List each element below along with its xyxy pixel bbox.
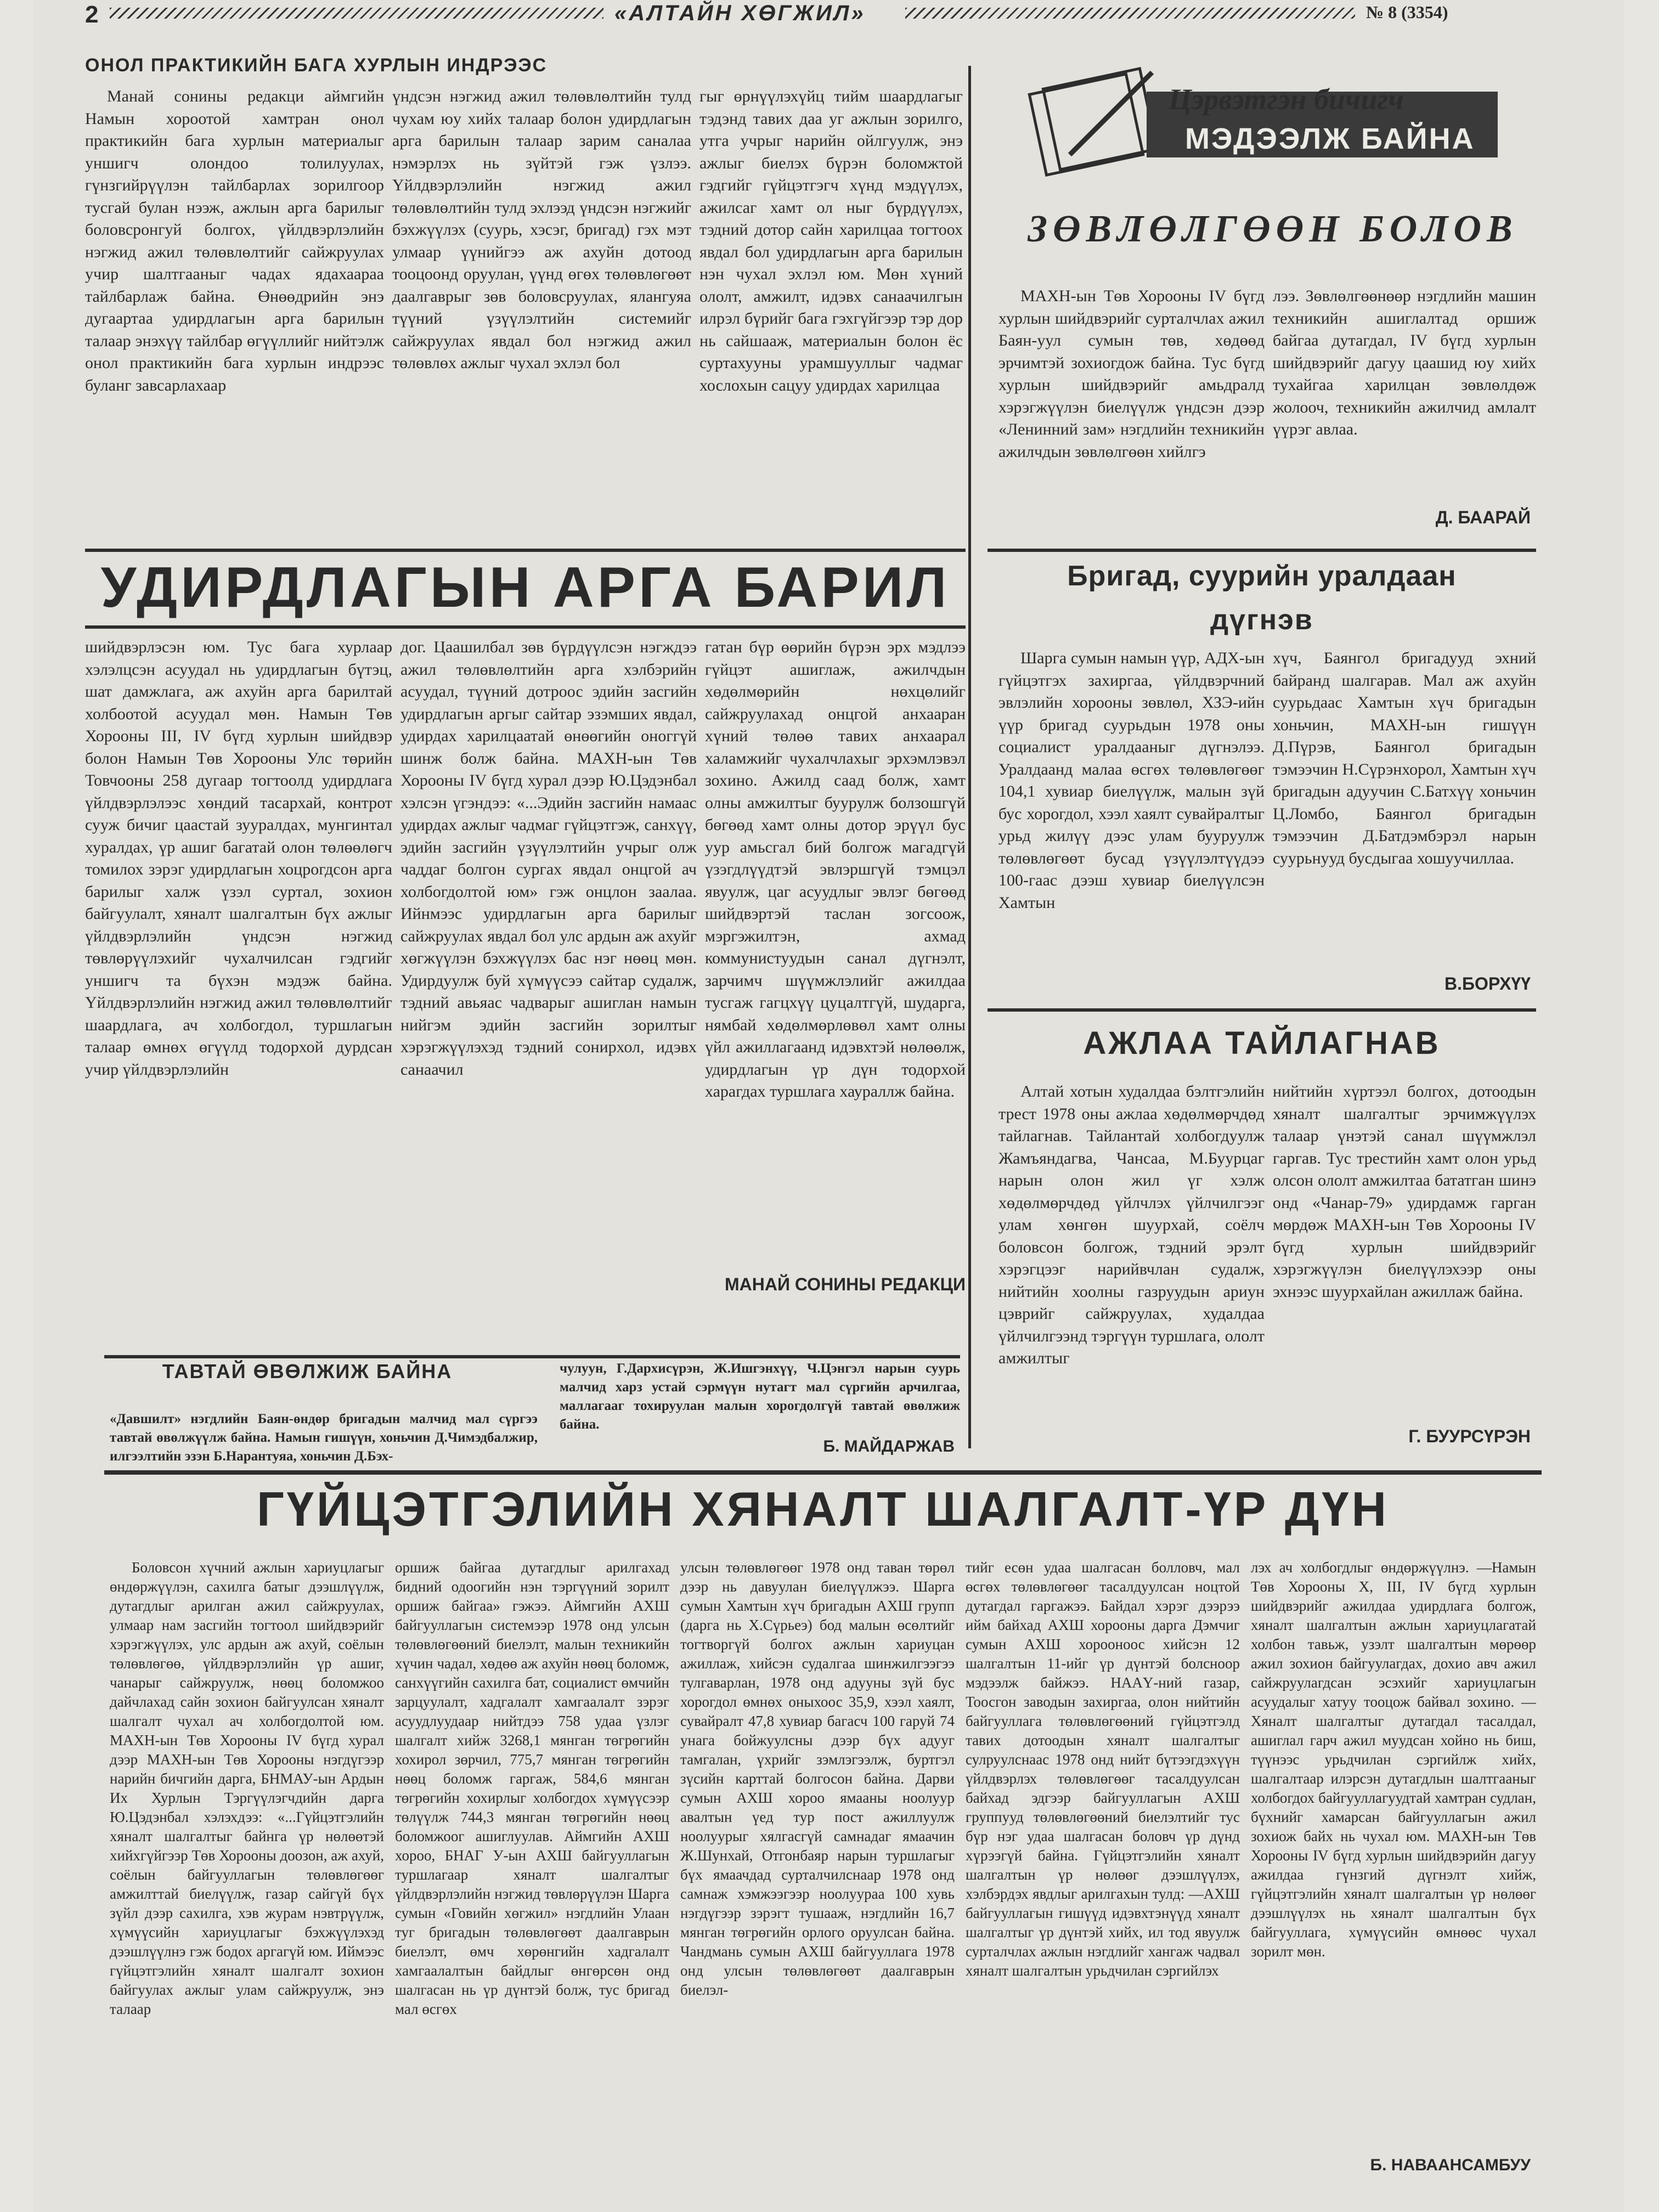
control-rule-top [104, 1470, 1542, 1475]
theory-col2-bottom: дог. Цаашилбал зөв бүрдүүлсэн нэгждээ ажил төлөвлөлтийн арга хэлбэрийн асуудал, түүний дотроос эдийн засгийн удирдлагын аргыг сайтар эзэмших явдал, удирдах харилцаатай өнөөгийн оноггүй шинж болж байна. МАХН-ын Төв Хорооны IV бүгд хурал дээр Ю.Цэдэнбал хэлсэн үгэндээ: «...Эдийн засгийн намаас удирдах ажлыг чадмаг гүйцэтгэж, санхүү, эдийн засгийн үзүүлэлтийн учрыг олж чаддаг болгон сургах явдал онцгой ач холбогдолтой юм» гэж онцлон заалаа. Ийнмээс удирдлагын арга барилыг сайжруулах явдал бол улс ардын аж ахуйг хөгжүүлэн бэхжүүлэх бас нэг нөөц мөн. Удирдуулж буй хүмүүсээ сайтар судалж, тэдний авьяас чадварыг ашиглан намын нийгэм эдийн засгийн зорилтыг хэрэгжүүлэхэд тэдний сонирхол, идэвх санаачил [400, 638, 697, 1079]
brigade-col2: хүч, Баянгол бригадууд эхний байранд шалгарав. Мал аж ахуйн суурьдаас Хамтын хүч бригадын хоньчин, МАХН-ын гишүүн Д.Пүрэв, Баянгол бригадын тэмээчин Н.Сүрэнхорол, Хамтын хүч бригадын адуучин С.Батхүү хоньчин Ц.Ломбо, Баянгол бригадын тэмээчин Д.Батдэмбэрэл нарын суурьнууд бусдыгаа хошуучиллаа. [1273, 649, 1536, 867]
herd-title: ТАВТАЙ ӨВӨЛЖИЖ БАЙНА [162, 1360, 453, 1383]
control-col4: тийг есөн удаа шалгасан болловч, мал өсгөх төлөвлөгөөг тасалдуулсан ноцтой дутагдал гаргажээ. Байдал хэрэг дээрээ ийм байхад АХШ хорооны дарга Дэмчиг сумын АХШ хорооноос хийсэн 12 шалгалтын 11-ийг үр дүнтэй болсноор мэдээлж байжээ. НААҮ-ний газар, Тоосгон заводын захиргаа, олон нийтийн байгууллага төлөвлөгөөний гүйцэтгэлд тавих дотоодын хяналт шалгалтыг сулруулснаас 1978 онд нийт бүтээгдэхүүн үйлдвэрлэх төлөвлөгөөг тасалдуулсан байхад эдгээр байгууллагын АХШ группууд төлөвлөгөөний биелэлтийг тус бүр нэг удаа шалгасан боловч үр дүнд хүрээгүй байна. Гүйцэтгэлийн хяналт шалгалтын үр нөлөөг дээшлүүлэх, хэлбэрдэх явдлыг арилгахын тулд: —АХШ байгууллагын гишүүд идэвхтэнүүд хяналт шалгалтыг үр дүнтэй хийх, ил тод явуулж сурталчлах ажлын нэгдлийг хангаж чадвал хяналт шалгалтын урьдчилан сэргийлэх [966, 1559, 1240, 1979]
brigade-rule-bottom [988, 1008, 1536, 1012]
control-col2: оршиж байгаа дутагдлыг арилгахад бидний одоогийн нэн тэргүүний зорилт оршиж байгаа» гэжээ. Аймгийн АХШ байгууллагын системээр 1978 онд улсын төлөвлөгөөний биелэлт, малын техникийн хүчин чадал, хөдөө аж ахуйн нөөц боломж, санхүүгийн сахилга бат, социалист өмчийн зарцуулалт, хадгалалт хамгаалалт зэрэг асуудлуудаар нийтдээ 758 удаа үзлэг шалгалт хийж 3268,1 мянган төгрөгийн хохирол зөрчил, 775,7 мянган төгрөгийн нөөц боломж гаргаж, 584,6 мянган төгрөгийн хохирлыг холбогдох хүмүүсээр төлүүлж 744,3 мянган төгрөгийн нөөц боломжоог ашиглуулав. Аймгийн АХШ хороо, БНАГ У-ын АХШ байгууллагын туршлагаар хяналт шалгалтыг үйлдвэрлэлийн нэгжид төвлөрүүлэн Шарга сумын «Говийн хөгжил» нэгдлийн Улаан туг бригадын төлөвлөгөөт даалгаврын биелэлт, өмч хөрөнгийн хадгалалт хамгаалалтын байдлыг өнгөрсөн онд шалгасан нь үр дүнтэй болж, тус бригад мал өсгөх [395, 1559, 669, 2017]
trade-col1: Алтай хотын худалдаа бэлтгэлийн трест 1978 оны ажлаа хөдөлмөрчдөд тайлагнав. Тайлантай холбогдуулж Жамъяндагва, Чансаа, М.Буурцаг нарын олон жил үг хэлж хөдөлмөрчдөд үйлчлэх үйлчилгээг улам хөнгөн шуурхай, соёлч боловсон болгож, тэдний эрэлт хэрэгцээг нарийвчлан судалж, нийтийн хоолны газруудын ариун цэврийг сайжруулах, худалдаа үйлчилгээнд тэргүүн туршлага, ололт амжилтыг [998, 1082, 1265, 1367]
rubric-line1: Цэрвэтгэн бичигч [1169, 83, 1404, 116]
page-number: 2 [85, 1, 99, 28]
control-col3: улсын төлөвлөгөөг 1978 онд таван төрөл дээр нь давуулан биелүүлжээ. Шарга сумын Хамтын хүч бригадын АХШ групп (дарга нь Х.Сүрьеэ) бод малын өсөлтийг тогтворгүй болгох ажлын хариуцан ажиллаж, хийсэн судалгаа шинжилгээгээ тулгаварлан, 1978 онд адууны зүй бус хорогдол өмнөх оныхоос 35,9, хээл хаялт, сувайралт 47,8 хувиар багасч 100 гаруй 74 унага бойжуулсны дээр бүх адууг тамгалан, үхрийг зэмлэгээлж, буртгэл зүсийн карттай болгосон байна. Дарви сумын АХШ хороо ямааны ноолуур авалтын үед тур пост ажиллуулж ноолуурыг хялгасгүй самнадаг ямаачин Ж.Шунхай, Отгонбаяр нарын туршлагыг бүх ямаачдад сурталчилснаар 1978 онд самнаж хэмжээгээр ноолуураа 100 хувь нэгдүгээр зэрэгт тушааж, нэгдлийн 16,7 мянган төгрөгийн орлого оруулсан байна. Чандмань сумын АХШ байгууллага 1978 онд улсын төлөвлөгөөт даалгаврын биелэл- [680, 1559, 955, 1998]
brigade-title-line2: дүгнэв [1210, 604, 1313, 636]
herd-col2: чулуун, Г.Дархисүрэн, Ж.Ишгэнхүү, Ч.Цэнгэл нарын суурь малчид харз устай сэрмүүн нутагт мал сүргийн арчилгаа, маллагааг тохируулан малын хорогдолгүй тавтай өвөлжиж байна. [560, 1361, 960, 1432]
theory-signature: МАНАЙ СОНИНЫ РЕДАКЦИ [724, 1274, 966, 1294]
rubric-box [1020, 61, 1514, 177]
newspaper-name: «АЛТАЙН ХӨГЖИЛ» [614, 1, 866, 25]
newspaper-page [33, 0, 1624, 2212]
theory-col1-bottom: шийдвэрлэсэн юм. Тус бага хурлаар хэлэлцсэн асуудал нь удирдлагын бүтэц, шат дамжлага, аж ахуйн арга барилтай холбоотой асуудал мөн. Намын Төв Хорооны III, IV бүгд хурлын шийдвэр болон Намын Төв Хорооны Улс төрийн Товчооны 258 дугаар тогтоолд удирдлага үйлдвэрлэлээс хөндий тасархай, контрот сууж бичиг цаастай зууралдах, мунгинтал хуралдах, үр ашиг багатай олон төлөөлөгч томилох зэрэг удирдлагын хоцрогдсон арга барилыг халж үзэл суртал, зохион байгуулалт, хяналт шалгалтын бүх ажлыг үйлдвэрлэлийн үндсэн нэгжид төвлөрүүлэхийг чухалчилсан гэдгийг уншигч та бүхэн мэдэж байна. Үйлдвэрлэлийн нэгжид ажил төлөвлөлтийг шаардлага, ач холбогдол, туршлагын талаар өмнөх өгүүлд тодорхой дурдсан учир үйлдвэрлэлийн [85, 638, 392, 1079]
rubric-line2: МЭДЭЭЛЖ БАЙНА [1185, 122, 1475, 155]
theory-title-rule-top [85, 549, 966, 552]
theory-title: УДИРДЛАГЫН АРГА БАРИЛ [100, 556, 950, 619]
herd-col1: «Давшилт» нэгдлийн Баян-өндөр бригадын малчид мал сүргээ тавтай өвөлжүүлж байна. Намын гишүүн, хоньчин Д.Чимэдбалжир, илгээлтийн эзэн Б.Нарантуяа, хоньчин Д.Бэх- [110, 1412, 538, 1464]
herd-rule-top [104, 1355, 960, 1358]
brigade-col1: Шарга сумын намын үүр, АДХ-ын гүйцэтгэх захиргаа, үйлдвэрчний эвлэлийн хорооны зөвлөл, ХЗЭ-ийн үүр бригад суурьдын 1978 оны социалист уралдааныг дүгнэлээ. Уралдаанд малаа өсгөх төлөвлөгөөг 104,1 хувиар биелүүлж, малын зүй бус хорогдол, хээл хаялт сувайралтыг урьд жилүү дээс улам бууруулж төлөвлөгөөт бусад үзүүлэлтүүдээ 100-гаас дээш хувиар биелүүлсэн Хамтын [998, 649, 1265, 912]
column-divider-main [968, 66, 971, 1448]
advice-rule-bottom [988, 549, 1536, 552]
advice-signature: Д. БААРАЙ [1435, 507, 1531, 527]
herd-signature: Б. МАЙДАРЖАВ [823, 1437, 955, 1455]
control-col1: Боловсон хүчний ажлын хариуцлагыг өндөржүүлэн, сахилга батыг дээшлүүлж, дутагдлыг арилган ажил сайжруулах, улмаар нам засгийн тогтоол шийдвэрийг хэрэгжүүлэх, улс ардын аж ахуй, соёлын төлөвлөгөө, үйлдвэрлэлийн үр ашиг, чанарыг сайжруулж, нөөц боломжоо дайчлахад сайн зохион байгуулсан хяналт шалгалт чухал ач холбогдолтой юм. МАХН-ын Төв Хорооны IV бүгд хурал дээр МАХН-ын Төв Хорооны нэгдүгээр нарийн бичгийн дарга, БНМАУ-ын Ардын Их Хурлын Тэргүүлэгчдийн дарга Ю.Цэдэнбал хэлэхдээ: «...Гүйцэтгэлийн хяналт шалгалтыг байнга үр нөлөөтэй хийхгүйгээр Төв Хорооны доозон, аж ахуй, соёлын байгууллагын төлөвлөгөөг амжилттай биелүүлж, газар сайгүй бүх зүйл дээр сахилга, хэв журам нэвтрүүлж, хүмүүсийн хариуцлагыг бэхжүүлэхэд дээшлүүлнэ гэж бодох аргагүй юм. Иймээс гүйцэтгэлийн хяналт шалгалт зохион байгуулах ажлыг улам сайжруулж, энэ талаар [110, 1559, 384, 2017]
theory-col3-bottom: гатан бүр өөрийн бүрэн эрх мэдлээ гүйцэт ашиглаж, ажилчдын хөдөлмөрийн нөхцөлийг сайжруулахад онцгой анхааран хүний төлөө тавих анхаарал халамжийг чухалчлахыг эрхэмлэвэл зохино. Ажилд саад болж, хамт олны амжилтыг буурулж болзошгүй бөгөөд хамт олны дотор эрүүл бус уур амьсгал бий болгож магадгүй үзэгдлүүдтэй эвлэршгүй тэмцэл явуулж, цаг асуудлыг эвлэг бөгөөд шийдвэртэй таслан зогсоож, мэргэжилтэн, ахмад коммунистуудын санал дүгнэлт, зарчимч шүүмжлэлийг ажилдаа тусгаж гагцхүү цуцалтгүй, шударга, нямбай хөдөлмөрлөвөл хамт олны үйл ажиллагаанд идэвхтэй нөлөөлж, удирдлагын үр дүн тодорхой харагдах туршлага хаураллж байна. [705, 638, 966, 1101]
rubric-kicker: ОНОЛ ПРАКТИКИЙН БАГА ХУРЛЫН ИНДРЭЭС [85, 55, 548, 76]
theory-title-rule-bottom [85, 625, 966, 629]
trade-col2: нийтийн хүртээл болгох, дотоодын хяналт шалгалтыг эрчимжүүлэх талаар үнэтэй санал шүүмжлэл гаргав. Тус трестийн хамт олон урьд олсон ололт амжилтаа бататган шинэ онд «Чанар-79» удирдамж гарган мөрдөж МАХН-ын Төв Хорооны IV бүгд хурлын шийдвэрийг хэрэгжүүлэн биелүүлэхээр оны эхнээс шуурхайлан ажиллаж байна. [1273, 1082, 1536, 1301]
advice-title: ЗӨВЛӨЛГӨӨН БОЛОВ [1028, 208, 1518, 250]
advice-col1: МАХН-ын Төв Хорооны IV бүгд хурлын шийдвэрийг сурталчлах ажил Баян-уул сумын төв, хөдөөд эрчимтэй зохиогдож байна. Тус бүгд хурлын шийдвэрийг амьдралд хэрэгжүүлэн биелүүлж үндсэн дээр «Ленинний зам» нэгдлийн техникийн ажилчдын зөвлөлгөөн хийлгэ [998, 287, 1265, 461]
advice-col2: лээ. Зөвлөлгөөнөөр нэгдлийн машин техникийн ашиглалтад оршиж байгаа дутагдал, IV бүгд хурлын шийдвэрийг дагуу цаашид юу хийх тухайгаа харилцан зөвлөлдөж жолооч, техникийн ажилчид амлалт үүрэг авлаа. [1273, 287, 1536, 438]
masthead-hatch-right [905, 8, 1355, 19]
control-signature: Б. НАВААНСАМБУУ [1370, 2156, 1531, 2174]
brigade-title-line1: Бригад, суурийн уралдаан [1067, 560, 1457, 592]
masthead-hatch-left [110, 8, 603, 19]
trade-signature: Г. БУУРСҮРЭН [1408, 1426, 1531, 1446]
theory-col1-top: Манай сонины редакци аймгийн Намын хороотой хамтран онол практикийн бага хурлын материалыг уншигч олондоо толилуулах, гүнзгийрүүлэн тайлбарлах зорилгоор тусгай булан нээж, ажлын арга барилыг боловсронгуй болгох, үйлдвэрлэлийн нэгжид ажил төлөвлөлтийг сайжруулах учир шалтгааныг чадах ядахаараа тайлбарлаж байна. Өнөөдрийн энэ дугаартаа удирдлагын арга барилын талаар энэхүү тайлбар өгүүллийг нийтэлж онол практикийн бага хурлын индрээс буланг завсарлахаар [85, 87, 384, 394]
trade-title: АЖЛАА ТАЙЛАГНАВ [1083, 1025, 1441, 1061]
control-title: ГҮЙЦЭТГЭЛИЙН ХЯНАЛТ ШАЛГАЛТ-ҮР ДҮН [256, 1482, 1390, 1536]
control-col5: лэх ач холбогдлыг өндөржүүлнэ. —Намын Төв Хорооны Х, III, IV бүгд хурлын шийдвэрийг ажилдаа удирдлага болгож, хяналт шалгалтын ажлын хариуцлагатай холбон тавьж, узэлт шалгалтын мөрөөр ажил зохион байгуулагдах, дохио авч ажил сайжруулагдсан эсэхийг хариуцлагын асуудалыг хатуу тооцож байвал зохино. —Хяналт шалгалтыг дутагдал тасалдал, ашиглал гарч ажил муудсан хойно нь биш, түүнээс урьдчилан сэргийлж хийх, шалгалтаар илэрсэн дутагдлын шалтгааныг холбогдох байгууллагуудтай хамтран судлан, бүхнийг хамарсан байгууллагын ажил зохиож байх нь чухал юм. МАХН-ын Төв Хорооны IV бүгд хурлын шийдвэрийн дагуу ажилдаа гүнзгий дүгнэлт хийж, гүйцэтгэлийн хяналт шалгалтын үр нөлөөг дээшлүүлэх нь хяналт шалгалтын бүх байгууллага, хүмүүсийн өмнөөс чухал зорилт мөн. [1251, 1559, 1536, 1960]
theory-col3-top: гыг өрнүүлэхүйц тийм шаардлагыг тэдэнд тавих даа уг ажлын зорилго, утга учрыг нарийн ойлгуулж, энэ ажлыг биелэх бүрэн боломжтой гэдгийг гүйцэтгэгч хүнд мэдүүлэх, ажилсаг хамт ол ныг бүрдүүлэх, тэдний дотор сайн харилцаа тогтоох явдал бол удирдлагын арга барилын нэн чухал эхлэл юм. Мөн хүний ололт, амжилт, идэвх санаачилгын илрэл бүрийг бага гэхгүйгээр тэр дор нь сайшааж, материалын болон ёс суртахууны урамшууллыг чадмаг хослохын сацуу удирдах харилцаа [699, 87, 963, 394]
theory-col2-top: үндсэн нэгжид ажил төлөвлөлтийн тулд чухам юу хийх талаар болон удирдлагын арга барилын талаар зарим саналаа нэмэрлэх нь зүйтэй гэж үзлээ. Үйлдвэрлэлийн нэгжид ажил төлөвлөлтийн тулд эхлээд үндсэн нэгжийг бэхжүүлэх (суурь, хэсэг, бригад) гэх мэт улмаар үүнийгээ аж ахуйн дотоод тооцоонд оруулан, үүнд өгөх төлөвлөгөөт даалгаврыг зөв боловсруулах, ялангуяа түүний үзүүлэлтийн системийг сайжруулах явдал бол нэгжид ажил төлөвлөх ажлыг чухал эхлэл бол [392, 87, 691, 372]
notebook-pen-icon [1020, 61, 1514, 177]
brigade-signature: В.БОРХҮҮ [1444, 974, 1531, 994]
issue-number: № 8 (3354) [1366, 2, 1448, 22]
